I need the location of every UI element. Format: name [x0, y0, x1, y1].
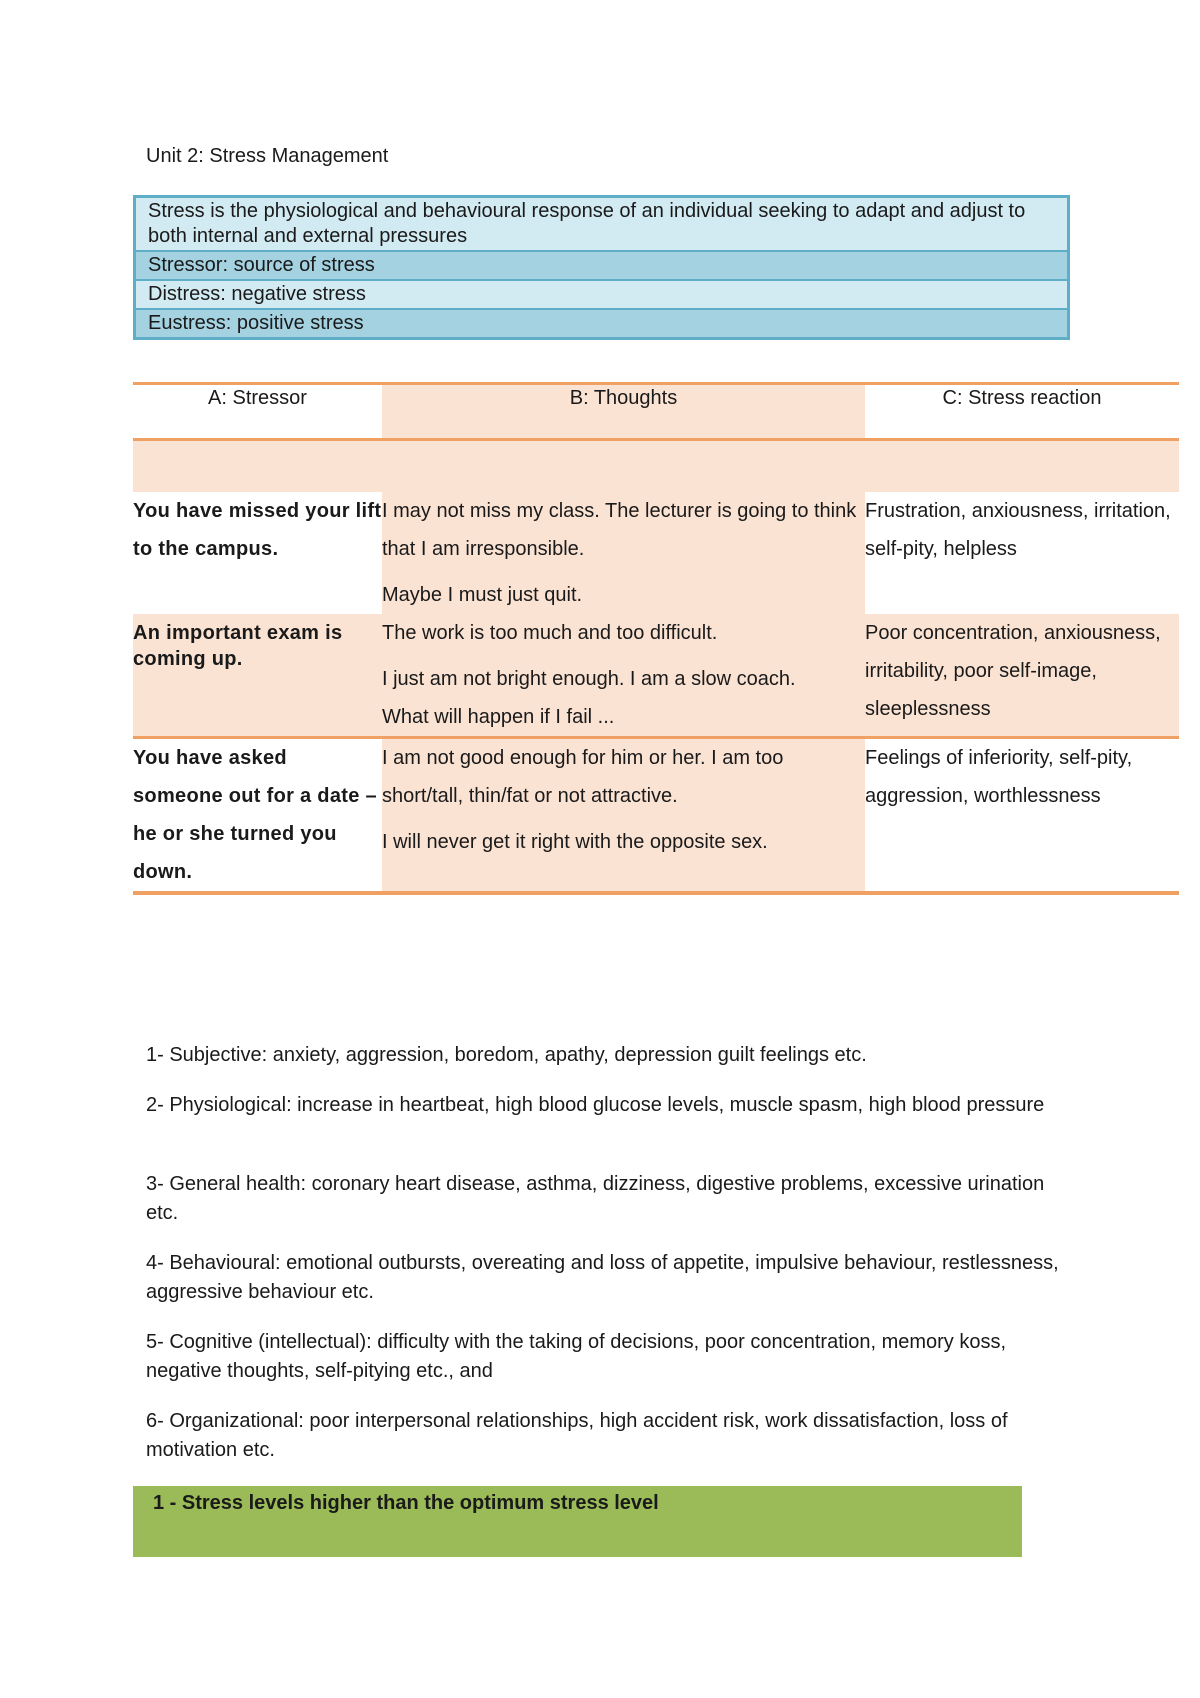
thought-text: I will never get it right with the opposite sex. [382, 831, 768, 853]
thoughts-cell [382, 614, 865, 738]
stress-table [133, 382, 1179, 895]
header-thoughts: B: Thoughts [382, 384, 865, 440]
symptom-item-behavioural: 4- Behavioural: emotional outbursts, overeating and loss of appetite, impulsive behaviour, restlessness, aggressive behaviour etc. [146, 1252, 1059, 1303]
stressor-cell: An important exam is coming up. [133, 614, 382, 738]
thought-text: What will happen if I fail ... [382, 706, 615, 728]
reaction-cell: Frustration, anxiousness, irritation, self-pity, helpless [865, 500, 1171, 560]
stressor-cell: You have missed your lift to the campus. [133, 500, 382, 560]
header-reaction: C: Stress reaction [942, 387, 1102, 409]
definition-eustress: Eustress: positive stress [136, 310, 1067, 337]
definition-distress: Distress: negative stress [136, 281, 1067, 310]
definition-stressor: Stressor: source of stress [136, 252, 1067, 281]
symptom-item-cognitive: 5- Cognitive (intellectual): difficulty with the taking of decisions, poor concentration, memory koss, negative thoughts, self-pitying etc., and [146, 1331, 1007, 1382]
table-row [133, 492, 1179, 614]
symptom-item-physiological: 2- Physiological: increase in heartbeat, high blood glucose levels, muscle spasm, high blood pressure [146, 1094, 1045, 1116]
header-stressor: A: Stressor [208, 387, 307, 409]
table-spacer-row [133, 440, 1179, 493]
symptom-item-organizational: 6- Organizational: poor interpersonal relationships, high accident risk, work dissatisfaction, loss of motivation etc. [146, 1410, 1008, 1461]
table-row [133, 738, 1179, 894]
highlight-text: 1 - Stress levels higher than the optimum stress level [153, 1492, 659, 1514]
symptom-item-general-health: 3- General health: coronary heart disease, asthma, dizziness, digestive problems, excessive urination etc. [146, 1173, 1045, 1224]
thoughts-cell [382, 492, 865, 614]
thought-text: The work is too much and too difficult. [382, 622, 718, 644]
reaction-cell: Feelings of inferiority, self-pity, aggression, worthlessness [865, 747, 1133, 807]
thought-text: I may not miss my class. The lecturer is going to think that I am irresponsible. [382, 500, 857, 560]
thought-text: Maybe I must just quit. [382, 584, 583, 606]
thoughts-cell [382, 738, 865, 894]
table-row [133, 614, 1179, 738]
highlight-bar [133, 1486, 1022, 1557]
page-title: Unit 2: Stress Management [146, 145, 389, 167]
thought-text: I am not good enough for him or her. I am too short/tall, thin/fat or not attractive. [382, 747, 784, 807]
stressor-cell: You have asked someone out for a date – he or she turned you down. [133, 747, 377, 883]
table-header-row [133, 384, 1179, 440]
thought-text: I just am not bright enough. I am a slow coach. [382, 668, 796, 690]
reaction-cell: Poor concentration, anxiousness, irritability, poor self-image, sleeplessness [865, 614, 1179, 738]
symptom-item-subjective: 1- Subjective: anxiety, aggression, boredom, apathy, depression guilt feelings etc. [146, 1044, 867, 1066]
definition-stress: Stress is the physiological and behavioural response of an individual seeking to adapt and adjust to both internal and external pressures [136, 198, 1067, 252]
definitions-box [133, 195, 1070, 340]
